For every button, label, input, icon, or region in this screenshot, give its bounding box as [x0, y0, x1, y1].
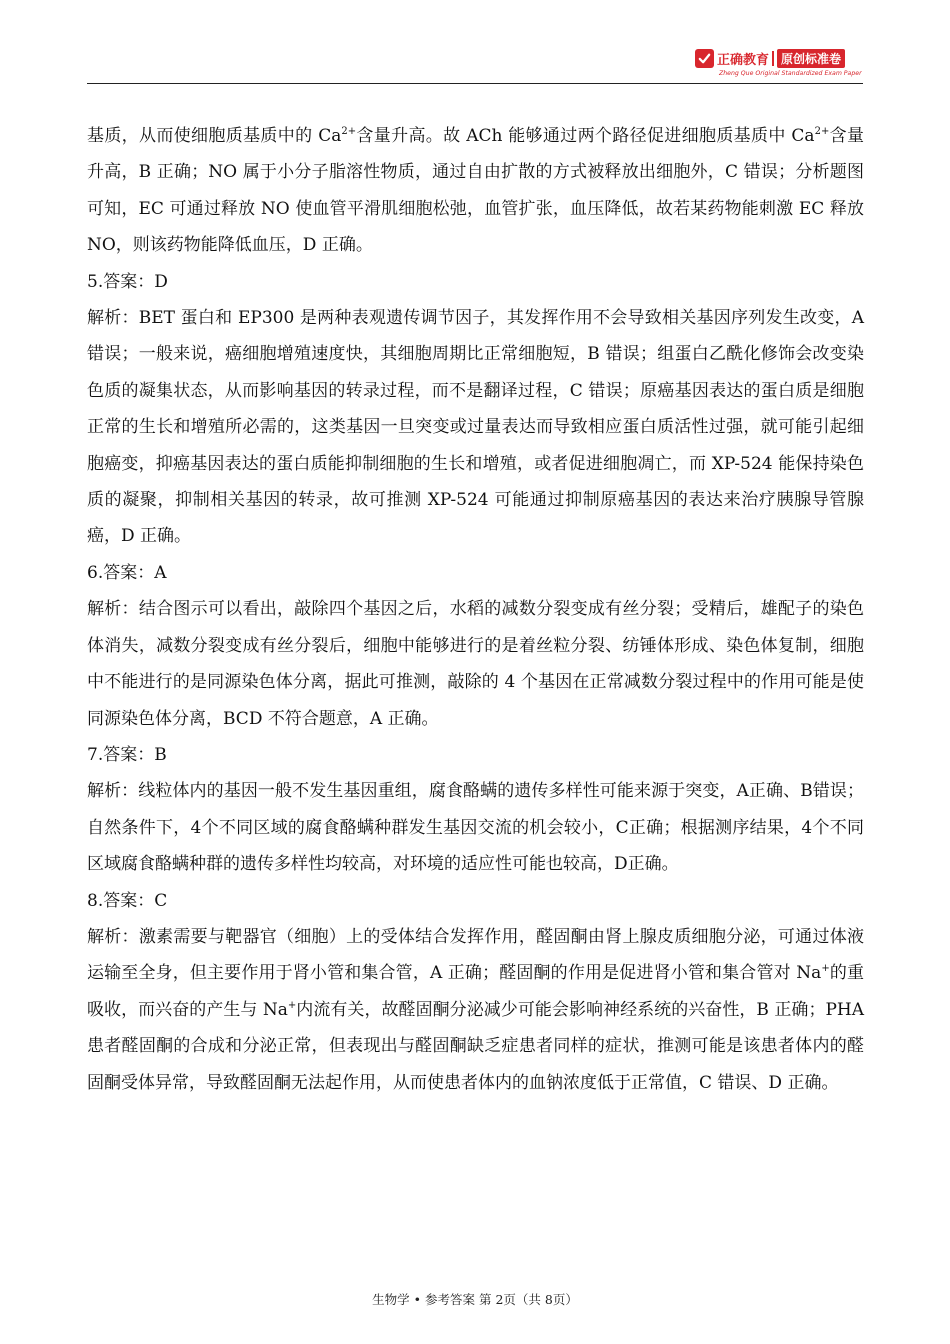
- answer-q5: 5.答案：D: [87, 271, 168, 292]
- logo-divider: [772, 51, 774, 66]
- brand-logo: [695, 49, 863, 81]
- analysis-q5: 解析：BET 蛋白和 EP300 是两种表观遗传调节因子，其发挥作用不会导致相关基因序列发生改变，A 错误；一般来说，癌细胞增殖速度快，其细胞周期比正常细胞短，B 错误；组蛋白乙酰化修饰会改变染色质的凝集状态，从而影响基因的转录过程，而不是翻译过程，C 错误；原癌基因表达的蛋白质是细胞正常的生长和增殖所必需的，这类基因一旦突变或过量表达而导致相应蛋白质活性过强，就可能引起细胞癌变，抑癌基因表达的蛋白质能抑制细胞的生长和增殖，或者促进细胞凋亡，而 XP-524 能保持染色质的凝聚，抑制相关基因的转录，故可推测 XP-524 可能通过抑制原癌基因的表达来治疗胰腺导管腺癌，D 正确。: [87, 308, 864, 547]
- page-footer: 生物学 • 参考答案 第 2页（共 8页）: [372, 1292, 578, 1307]
- analysis-q6: 解析：结合图示可以看出，敲除四个基因之后，水稻的减数分裂变成有丝分裂；受精后，雄配子的染色体消失，减数分裂变成有丝分裂后，细胞中能够进行的是着丝粒分裂、纺锤体形成、染色体复制，细胞中不能进行的是同源染色体分离，据此可推测，敲除的 4 个基因在正常减数分裂过程中的作用可能是使同源染色体分离，BCD 不符合题意，A 正确。: [87, 599, 864, 729]
- answer-q7: 7.答案：B: [87, 744, 167, 765]
- brand-name: 正确教育: [717, 53, 770, 68]
- analysis-q7: 解析：线粒体内的基因一般不发生基因重组，腐食酪螨的遗传多样性可能来源于突变，A正确、B错误；自然条件下，4个不同区域的腐食酪螨种群发生基因交流的机会较小，C正确；根据测序结果，4个不同区域腐食酪螨种群的遗传多样性均较高，对环境的适应性可能也较高，D正确。: [87, 781, 864, 875]
- header-rule: [87, 83, 863, 84]
- answer-q6: 6.答案：A: [87, 562, 167, 583]
- answer-content: [87, 118, 864, 1101]
- paragraph-q4-continued: 基质，从而使细胞质基质中的 $Ca^{2+}$含量升高。故 ACh 能够通过两个路径促进细胞质基质中 $Ca^{2+}$含量升高，B 正确；NO 属于小分子脂溶性物质，通过自由扩散的方式被释放出细胞外，C 错误；分析题图可知，EC 可通过释放 NO 使血管平滑肌细胞松弛，血管扩张，血压降低，故若某药物能刺激 EC 释放 NO，则该药物能降低血压，D 正确。: [87, 126, 865, 256]
- answer-q8: 8.答案：C: [87, 890, 168, 911]
- brand-tag: 原创标准卷: [777, 49, 845, 68]
- checkmark-icon: [695, 49, 714, 68]
- brand-subtitle: Zheng Que Original Standardized Exam Paper: [719, 70, 862, 77]
- analysis-q8: 解析：激素需要与靶器官（细胞）上的受体结合发挥作用，醛固酮由肾上腺皮质细胞分泌，可通过体液运输至全身，但主要作用于肾小管和集合管，A 正确；醛固酮的作用是促进肾小管和集合管对 Na+的重吸收，而兴奋的产生与 Na+内流有关，故醛固酮分泌减少可能会影响神经系统的兴奋性，B 正确；PHA 患者醛固酮的合成和分泌正常，但表现出与醛固酮缺乏症患者同样的症状，推测可能是该患者体内的醛固酮受体异常，导致醛固酮无法起作用，从而使患者体内的血钠浓度低于正常值，C 错误、D 正确。: [87, 926, 864, 1093]
